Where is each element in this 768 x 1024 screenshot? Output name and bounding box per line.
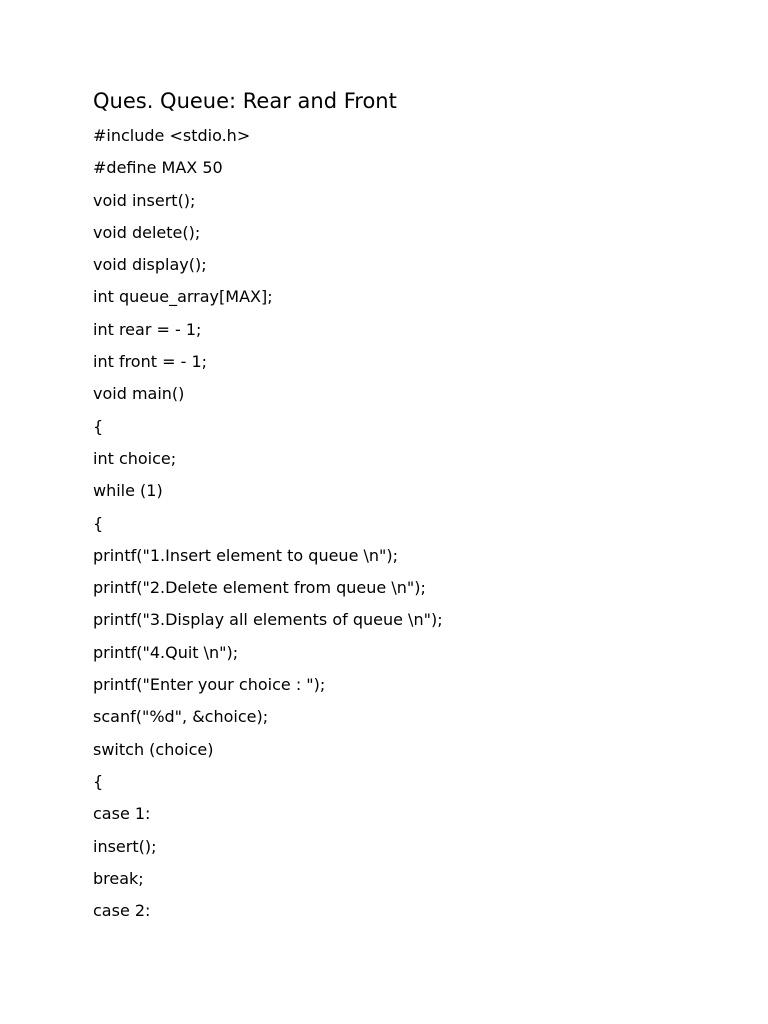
- code-line: switch (choice): [93, 739, 214, 759]
- code-line: printf("4.Quit \n");: [93, 642, 239, 662]
- code-line: {: [93, 513, 104, 533]
- code-listing: [93, 120, 443, 927]
- code-line: printf("1.Insert element to queue \n");: [93, 545, 399, 565]
- code-line: int rear = - 1;: [93, 319, 202, 339]
- code-line: {: [93, 416, 104, 436]
- code-line: case 2:: [93, 901, 151, 921]
- code-line: case 1:: [93, 804, 151, 824]
- code-line: printf("2.Delete element from queue \n");: [93, 578, 426, 598]
- code-line: void main(): [93, 384, 185, 404]
- code-line: int front = - 1;: [93, 352, 208, 372]
- code-line: break;: [93, 868, 144, 888]
- code-line: scanf("%d", &choice);: [93, 707, 269, 727]
- code-line: int queue_array[MAX];: [93, 287, 273, 307]
- code-line: {: [93, 771, 104, 791]
- code-line: while (1): [93, 481, 163, 501]
- code-line: printf("3.Display all elements of queue \n");: [93, 610, 443, 630]
- code-line: printf("Enter your choice : ");: [93, 675, 326, 695]
- code-line: #include <stdio.h>: [93, 126, 251, 145]
- code-line: void display();: [93, 255, 207, 275]
- page-title: Ques. Queue: Rear and Front: [93, 89, 397, 113]
- code-line: int choice;: [93, 448, 177, 468]
- code-line: insert();: [93, 836, 157, 856]
- code-line: #define MAX 50: [93, 158, 223, 178]
- code-line: void insert();: [93, 190, 196, 210]
- code-line: void delete();: [93, 222, 201, 242]
